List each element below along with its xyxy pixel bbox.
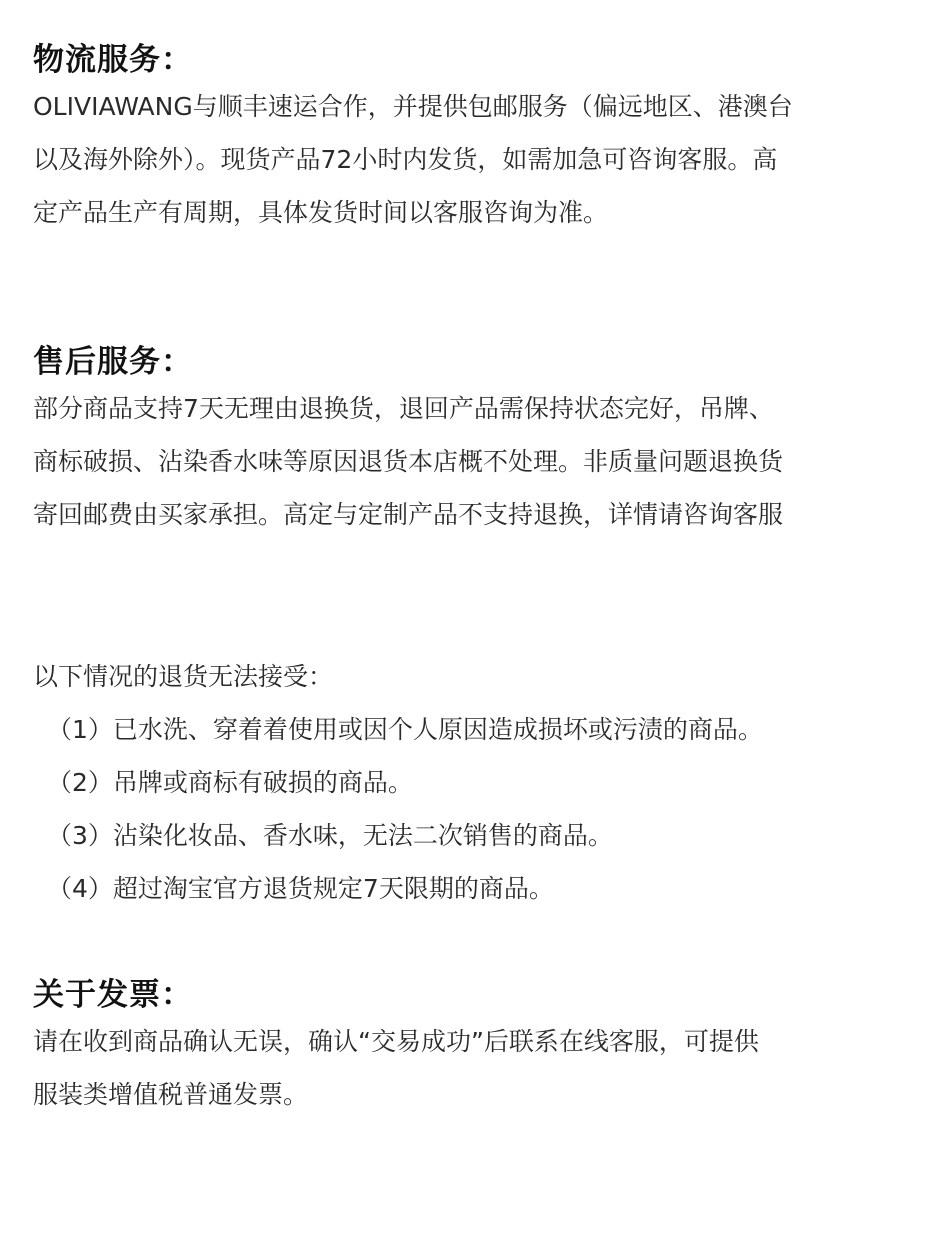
logistics-line: 以及海外除外）。现货产品72小时内发货，如需加急可咨询客服。高 [33,145,778,174]
logistics-heading: 物流服务： [33,42,193,78]
logistics-line: OLIVIAWANG与顺丰速运合作，并提供包邮服务（偏远地区、港澳台 [33,92,793,121]
logistics-section [33,40,903,239]
returns-section [33,650,903,915]
invoice-line: 服装类增值税普通发票。 [33,1080,309,1109]
after-sales-line: 部分商品支持7天无理由退换货，退回产品需保持状态完好，吊牌、 [33,394,774,423]
after-sales-section [33,342,903,541]
returns-list [33,650,903,915]
after-sales-text [33,382,903,541]
list-item: （4）超过淘宝官方退货规定7天限期的商品。 [47,874,554,903]
after-sales-heading: 售后服务： [33,344,193,380]
list-item: （2）吊牌或商标有破损的商品。 [47,768,413,797]
invoice-section [33,975,903,1121]
logistics-line: 定产品生产有周期，具体发货时间以客服咨询为准。 [33,198,609,227]
after-sales-line: 寄回邮费由买家承担。高定与定制产品不支持退换，详情请咨询客服 [33,500,784,529]
list-item: （1）已水洗、穿着着使用或因个人原因造成损坏或污渍的商品。 [47,715,763,744]
list-item: （3）沾染化妆品、香水味，无法二次销售的商品。 [47,821,613,850]
after-sales-line: 商标破损、沾染香水味等原因退货本店概不处理。非质量问题退换货 [33,447,784,476]
invoice-line: 请在收到商品确认无误，确认“交易成功”后联系在线客服，可提供 [33,1027,759,1056]
invoice-heading: 关于发票： [33,977,193,1013]
logistics-text [33,80,903,239]
returns-intro: 以下情况的退货无法接受： [33,662,334,691]
invoice-text [33,1015,903,1121]
